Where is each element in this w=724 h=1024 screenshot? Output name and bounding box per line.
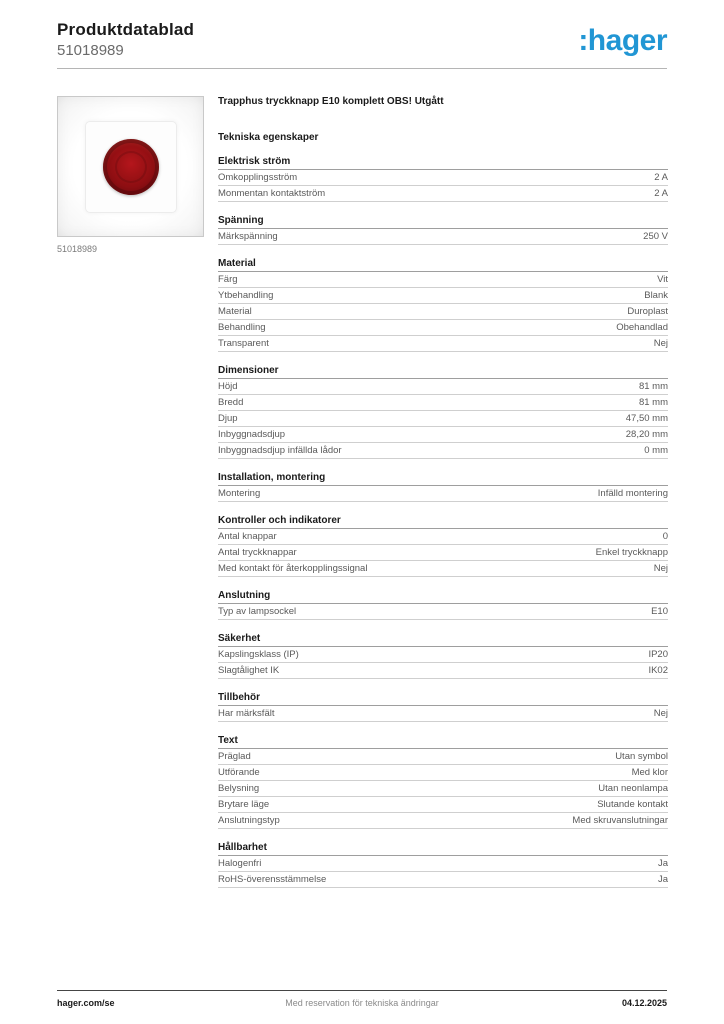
spec-label: Antal tryckknappar: [218, 547, 297, 558]
table-row: [218, 765, 668, 781]
section-title: Tillbehör: [218, 692, 668, 706]
hager-logo: :hager: [578, 24, 667, 57]
spec-section: [218, 633, 668, 679]
section-title: Spänning: [218, 215, 668, 229]
table-row: [218, 813, 668, 829]
table-row: [218, 229, 668, 245]
table-row: [218, 781, 668, 797]
spec-label: Montering: [218, 488, 261, 499]
section-title: Material: [218, 258, 668, 272]
spec-value: 250 V: [643, 231, 668, 242]
spec-label: Inbyggnadsdjup: [218, 429, 286, 440]
spec-value: Infälld montering: [597, 488, 668, 499]
spec-sections: [218, 156, 668, 888]
table-row: [218, 545, 668, 561]
product-title: Trapphus tryckknapp E10 komplett OBS! Utgått: [218, 96, 444, 107]
section-rows: [218, 486, 668, 502]
section-title: Text: [218, 735, 668, 749]
spec-value: Ja: [657, 874, 668, 885]
table-row: [218, 186, 668, 202]
table-row: [218, 379, 668, 395]
section-rows: [218, 749, 668, 829]
table-row: [218, 706, 668, 722]
section-rows: [218, 706, 668, 722]
document-product-id: 51018989: [57, 42, 124, 59]
spec-value: Ja: [657, 858, 668, 869]
section-title: Installation, montering: [218, 472, 668, 486]
table-row: [218, 856, 668, 872]
table-row: [218, 604, 668, 620]
spec-value: Nej: [653, 708, 668, 719]
spec-value: Blank: [644, 290, 668, 301]
spec-label: Monmentan kontaktström: [218, 188, 326, 199]
section-title: Dimensioner: [218, 365, 668, 379]
spec-value: 0: [662, 531, 668, 542]
red-push-button: [103, 139, 159, 195]
product-photo: [57, 96, 204, 237]
section-title: Säkerhet: [218, 633, 668, 647]
spec-value: Nej: [653, 563, 668, 574]
section-title: Hållbarhet: [218, 842, 668, 856]
spec-value: 2 A: [654, 172, 668, 183]
section-rows: [218, 272, 668, 352]
spec-label: Brytare läge: [218, 799, 270, 810]
spec-value: Nej: [653, 338, 668, 349]
section-rows: [218, 856, 668, 888]
spec-label: Bredd: [218, 397, 244, 408]
spec-value: 2 A: [654, 188, 668, 199]
spec-section: [218, 258, 668, 352]
spec-section: [218, 842, 668, 888]
table-row: [218, 411, 668, 427]
footer-date: 04.12.2025: [621, 998, 667, 1008]
section-rows: [218, 647, 668, 679]
spec-value: Vit: [657, 274, 668, 285]
spec-section: [218, 156, 668, 202]
spec-label: Behandling: [218, 322, 266, 333]
spec-value: 28,20 mm: [625, 429, 668, 440]
section-rows: [218, 229, 668, 245]
spec-label: Kapslingsklass (IP): [218, 649, 299, 660]
section-title: Kontroller och indikatorer: [218, 515, 668, 529]
table-row: [218, 797, 668, 813]
spec-value: Slutande kontakt: [597, 799, 668, 810]
table-row: [218, 529, 668, 545]
spec-table-heading: Tekniska egenskaper: [218, 132, 319, 143]
table-row: [218, 647, 668, 663]
spec-value: Med skruvanslutningar: [572, 815, 668, 826]
spec-value: Med klor: [631, 767, 668, 778]
spec-value: IP20: [648, 649, 668, 660]
table-row: [218, 427, 668, 443]
document-header: [57, 20, 667, 59]
spec-label: Anslutningstyp: [218, 815, 280, 826]
table-row: [218, 486, 668, 502]
spec-section: [218, 472, 668, 502]
spec-label: Djup: [218, 413, 238, 424]
table-row: [218, 170, 668, 186]
spec-label: Transparent: [218, 338, 269, 349]
table-row: [218, 304, 668, 320]
spec-label: Antal knappar: [218, 531, 277, 542]
footer-website-link[interactable]: hager.com/se: [57, 998, 115, 1008]
spec-value: Utan neonlampa: [598, 783, 668, 794]
section-rows: [218, 170, 668, 202]
spec-value: IK02: [648, 665, 668, 676]
spec-label: Typ av lampsockel: [218, 606, 297, 617]
section-rows: [218, 379, 668, 459]
table-row: [218, 288, 668, 304]
spec-value: 81 mm: [638, 381, 668, 392]
spec-label: RoHS-överensstämmelse: [218, 874, 327, 885]
spec-label: Slagtålighet IK: [218, 665, 280, 676]
spec-label: Halogenfri: [218, 858, 262, 869]
spec-value: Utan symbol: [615, 751, 668, 762]
spec-section: [218, 692, 668, 722]
table-row: [218, 749, 668, 765]
spec-value: E10: [651, 606, 668, 617]
spec-value: 47,50 mm: [625, 413, 668, 424]
spec-label: Märkspänning: [218, 231, 278, 242]
footer-disclaimer: Med reservation för tekniska ändringar: [285, 998, 439, 1008]
document-footer: [57, 990, 667, 1008]
spec-section: [218, 515, 668, 577]
spec-label: Material: [218, 306, 252, 317]
section-title: Anslutning: [218, 590, 668, 604]
spec-label: Har märksfält: [218, 708, 275, 719]
spec-value: 0 mm: [644, 445, 668, 456]
spec-label: Utförande: [218, 767, 260, 778]
spec-section: [218, 590, 668, 620]
product-image-caption: 51018989: [57, 244, 98, 254]
spec-label: Med kontakt för återkopplingssignal: [218, 563, 368, 574]
table-row: [218, 320, 668, 336]
section-title: Elektrisk ström: [218, 156, 668, 170]
spec-column: [218, 96, 668, 888]
spec-value: Obehandlad: [616, 322, 668, 333]
spec-value: Duroplast: [627, 306, 668, 317]
document-type-title: Produktdatablad: [57, 20, 195, 39]
table-row: [218, 395, 668, 411]
table-row: [218, 872, 668, 888]
section-rows: [218, 604, 668, 620]
spec-section: [218, 735, 668, 829]
spec-section: [218, 215, 668, 245]
table-row: [218, 272, 668, 288]
spec-label: Ytbehandling: [218, 290, 274, 301]
spec-label: Omkopplingsström: [218, 172, 298, 183]
spec-value: 81 mm: [638, 397, 668, 408]
spec-section: [218, 365, 668, 459]
spec-label: Färg: [218, 274, 238, 285]
table-row: [218, 663, 668, 679]
table-row: [218, 443, 668, 459]
spec-label: Inbyggnadsdjup infällda lådor: [218, 445, 342, 456]
header-divider: [57, 68, 667, 69]
section-rows: [218, 529, 668, 577]
spec-label: Belysning: [218, 783, 260, 794]
spec-value: Enkel tryckknapp: [595, 547, 668, 558]
table-row: [218, 561, 668, 577]
product-image-column: [57, 96, 204, 254]
spec-label: Präglad: [218, 751, 251, 762]
spec-label: Höjd: [218, 381, 238, 392]
table-row: [218, 336, 668, 352]
